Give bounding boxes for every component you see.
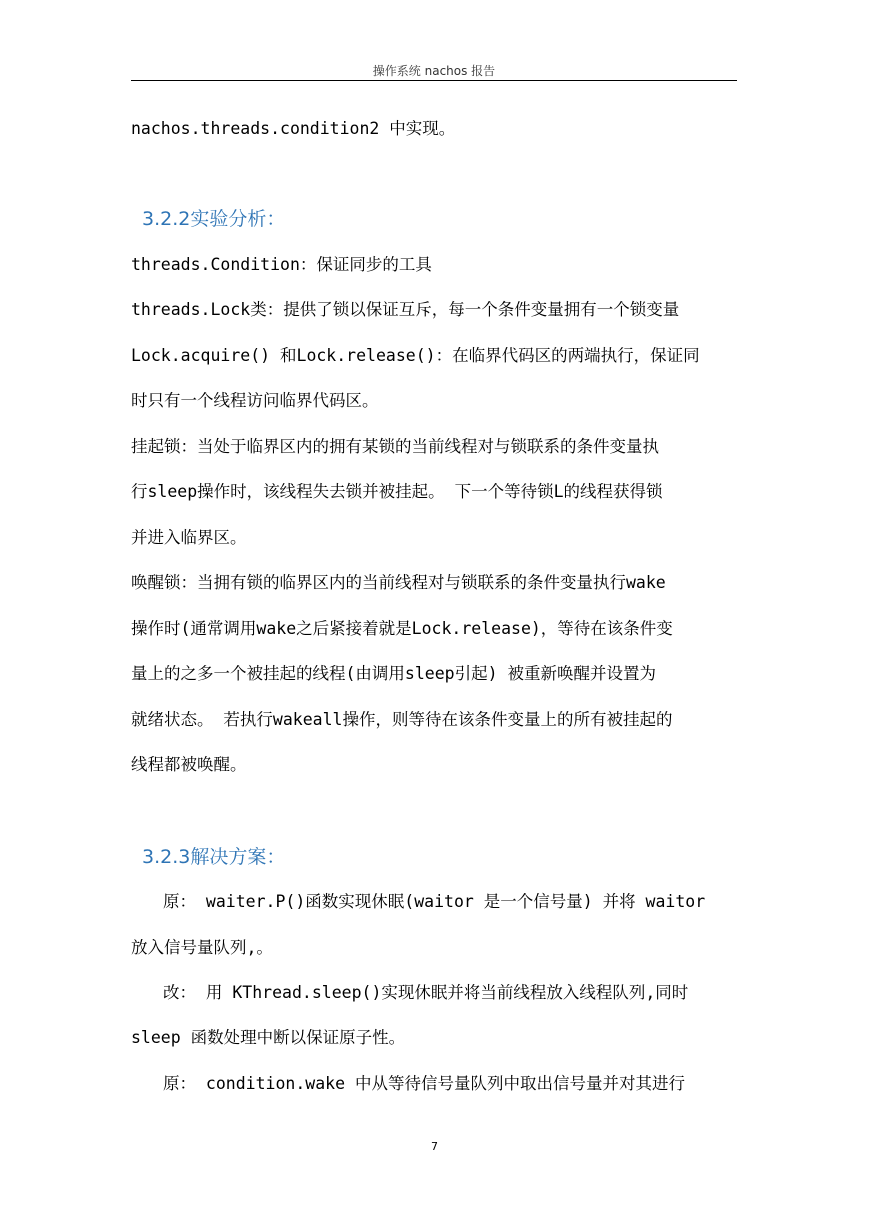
paragraph-line: 就绪状态。 若执行wakeall操作，则等待在该条件变量上的所有被挂起的 xyxy=(131,710,673,729)
page-header: 操作系统 nachos 报告 xyxy=(372,64,496,78)
paragraph-line: nachos.threads.condition2 中实现。 xyxy=(131,119,456,138)
section-heading-3-2-3: 3.2.3解决方案： xyxy=(142,846,286,868)
page-number: 7 xyxy=(431,1140,438,1153)
paragraph-line: 挂起锁：当处于临界区内的拥有某锁的当前线程对与锁联系的条件变量执 xyxy=(131,437,659,456)
paragraph-line: threads.Lock类：提供了锁以保证互斥，每一个条件变量拥有一个锁变量 xyxy=(131,300,680,319)
paragraph-line: 操作时(通常调用wake之后紧接着就是Lock.release)，等待在该条件变 xyxy=(131,619,673,638)
paragraph-line: 量上的之多一个被挂起的线程(由调用sleep引起) 被重新唤醒并设置为 xyxy=(131,664,656,683)
section-heading-3-2-2: 3.2.2实验分析： xyxy=(142,208,286,230)
paragraph-line: 原： condition.wake 中从等待信号量队列中取出信号量并对其进行 xyxy=(163,1074,685,1093)
paragraph-line: 唤醒锁：当拥有锁的临界区内的当前线程对与锁联系的条件变量执行wake xyxy=(131,573,666,592)
paragraph-line: 行sleep操作时，该线程失去锁并被挂起。 下一个等待锁L的线程获得锁 xyxy=(131,482,663,501)
paragraph-line: 并进入临界区。 xyxy=(131,528,247,547)
paragraph-line: 放入信号量队列,。 xyxy=(131,938,273,957)
paragraph-line: sleep 函数处理中断以保证原子性。 xyxy=(131,1028,406,1047)
paragraph-line: 时只有一个线程访问临界代码区。 xyxy=(131,391,379,410)
header-divider xyxy=(131,80,737,81)
paragraph-line: threads.Condition：保证同步的工具 xyxy=(131,255,432,274)
paragraph-line: 改： 用 KThread.sleep()实现休眠并将当前线程放入线程队列,同时 xyxy=(163,983,689,1002)
paragraph-line: 原： waiter.P()函数实现休眠(waitor 是一个信号量) 并将 waitor xyxy=(163,892,706,911)
paragraph-line: 线程都被唤醒。 xyxy=(131,755,247,774)
paragraph-line: Lock.acquire() 和Lock.release()：在临界代码区的两端执行，保证同 xyxy=(131,346,700,365)
